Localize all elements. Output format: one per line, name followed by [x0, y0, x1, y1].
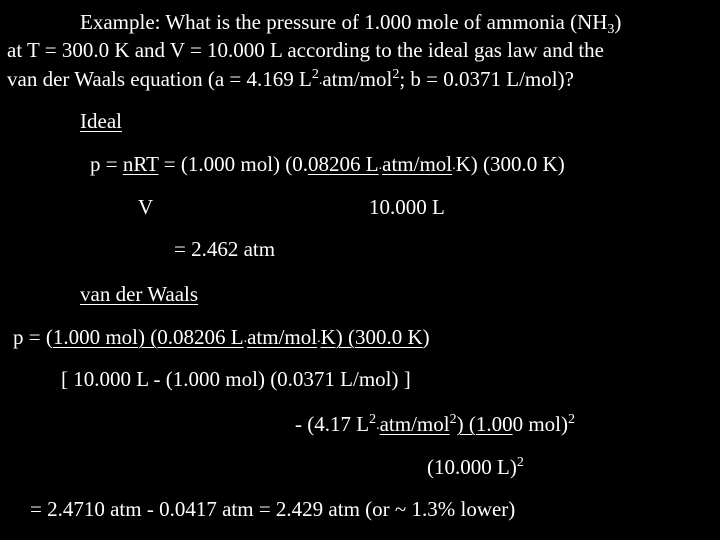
- eq-numerator: 08206 L: [308, 152, 379, 176]
- eq-numerator: atm/mol: [247, 325, 318, 349]
- eq-numerator: 1.000 mol) (0.08206 L: [52, 325, 244, 349]
- vdw-heading: van der Waals: [80, 282, 199, 306]
- intro-line-2: at T = 300.0 K and V = 10.000 L according to the ideal gas law and the: [7, 38, 604, 62]
- eq-numerator: K) (300.0 K: [320, 325, 423, 349]
- dot: .: [243, 331, 248, 346]
- eq-numerator: atm/mol: [379, 412, 450, 436]
- ideal-denominator-value: 10.000 L: [369, 195, 445, 219]
- eq-numerator: atm/mol: [382, 152, 453, 176]
- final-result: = 2.4710 atm - 0.0417 atm = 2.429 atm (or ~ 1.3% lower): [30, 497, 516, 521]
- eq-numerator: n: [122, 152, 134, 176]
- ideal-denominator-v: V: [138, 195, 154, 219]
- superscript: 2: [449, 412, 457, 427]
- eq-text: ): [422, 325, 430, 349]
- eq-text: - (4.17 L: [295, 412, 370, 436]
- intro-text: atm/mol: [322, 67, 393, 91]
- vdw-denominator: [ 10.000 L - (1.000 mol) (0.0371 L/mol) ]: [61, 367, 411, 391]
- superscript: 2: [516, 455, 524, 470]
- intro-text: van der Waals equation (a = 4.169 L: [7, 67, 312, 91]
- ideal-heading: Ideal: [80, 109, 122, 133]
- intro-text: ; b = 0.0371 L/mol)?: [399, 67, 574, 91]
- intro-line-1: [80, 12, 621, 37]
- eq-text: 0 mol): [512, 412, 568, 436]
- superscript: 2: [568, 412, 575, 427]
- vdw-correction: [295, 413, 575, 435]
- intro-line-3: [7, 68, 574, 90]
- subscript: 3: [607, 22, 615, 37]
- ideal-equation: [90, 154, 565, 175]
- dot: .: [452, 158, 456, 173]
- dot: .: [376, 418, 380, 433]
- dot: .: [318, 73, 323, 88]
- ideal-result: = 2.462 atm: [174, 237, 276, 261]
- superscript: 2: [311, 67, 319, 82]
- intro-text: Example: What is the pressure of 1.000 mole of ammonia (NH: [80, 10, 608, 34]
- superscript: 2: [392, 67, 400, 82]
- eq-text: K) (300.0 K): [455, 152, 565, 176]
- eq-numerator: RT: [133, 152, 159, 176]
- intro-text: ): [614, 10, 622, 34]
- dot: .: [317, 331, 321, 346]
- eq-text: (10.000 L): [427, 455, 517, 479]
- eq-numerator: ) (1.00: [456, 412, 513, 436]
- vdw-correction-denominator: [427, 456, 524, 478]
- eq-text: p = (: [13, 325, 53, 349]
- vdw-numerator: [13, 327, 430, 348]
- superscript: 2: [369, 412, 377, 427]
- dot: .: [378, 158, 383, 173]
- eq-text: p =: [90, 152, 123, 176]
- eq-text: = (1.000 mol) (0.: [158, 152, 309, 176]
